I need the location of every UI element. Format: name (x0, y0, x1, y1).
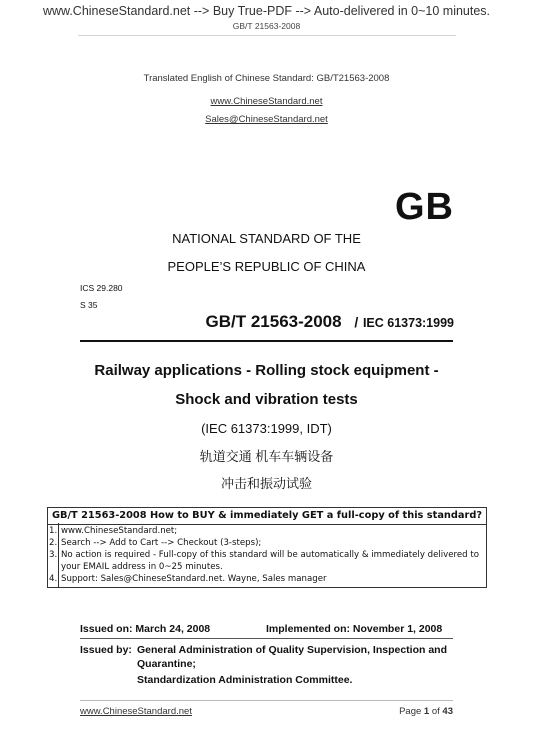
buy-step-3 (48, 549, 486, 573)
issued-on-date: Issued on: March 24, 2008 (80, 623, 211, 635)
iec-idt: (IEC 61373:1999, IDT) (201, 421, 332, 436)
header-standard-ref: GB/T 21563-2008 (232, 21, 301, 31)
title-line1: Railway applications - Rolling stock equipment - (94, 362, 439, 379)
website-link[interactable]: www.ChineseStandard.net (210, 96, 323, 107)
buy-step-1 (48, 525, 486, 537)
buy-step-text: Search --> Add to Cart --> Checkout (3-steps); (61, 538, 262, 548)
buy-box-heading: GB/T 21563-2008 How to BUY & immediately GET a full-copy of this standard? (51, 510, 483, 521)
buy-step-text: No action is required - Full-copy of this standard will be automatically & immediately delivered to your EMAIL address in 0~25 minutes. (61, 550, 479, 572)
buy-box-column-rule (58, 523, 59, 587)
page-of-label: of (431, 706, 440, 717)
buy-step-2 (48, 537, 486, 549)
issued-by-line3: Standardization Administration Committee. (137, 674, 353, 686)
buy-step-text: Support: Sales@ChineseStandard.net. Wayne, Sales manager (61, 574, 327, 584)
title-line2: Shock and vibration tests (175, 391, 358, 408)
page-label: Page (399, 706, 422, 717)
top-banner: www.ChineseStandard.net --> Buy True-PDF --> Auto-delivered in 0~10 minutes. (42, 4, 491, 18)
implemented-on-date: Implemented on: November 1, 2008 (266, 623, 443, 635)
buy-step-text[interactable]: www.ChineseStandard.net; (61, 526, 178, 536)
footer-divider (80, 700, 453, 701)
national-standard-line2: PEOPLE’S REPUBLIC OF CHINA (167, 259, 366, 274)
page-number: 1 (423, 706, 430, 717)
chinese-title-line1: 轨道交通 机车车辆设备 (199, 449, 334, 464)
title-divider (80, 340, 453, 342)
footer-website-link[interactable]: www.ChineseStandard.net (80, 706, 192, 717)
s-code: S 35 (80, 300, 98, 310)
issued-by-line2: Quarantine; (137, 658, 196, 670)
ics-code: ICS 29.280 (80, 283, 123, 293)
standard-number-iec: IEC 61373:1999 (362, 316, 454, 330)
buy-step-number: 1. (49, 526, 58, 536)
email-line (0, 114, 533, 125)
page-total: 43 (442, 706, 453, 717)
standard-number-main: GB/T 21563-2008 (205, 312, 342, 331)
chinese-title-line2: 冲击和振动试验 (220, 476, 312, 491)
buy-step-number: 2. (49, 538, 58, 548)
translated-line: Translated English of Chinese Standard: GB/T21563-2008 (143, 73, 390, 84)
standard-number-slash: / (354, 314, 359, 330)
header-divider (78, 35, 456, 36)
buy-step-number: 4. (49, 574, 58, 584)
national-standard-line1: NATIONAL STANDARD OF THE (172, 231, 361, 246)
buy-box (47, 507, 487, 588)
dates-divider (80, 638, 453, 639)
gb-logo: GB (395, 186, 454, 228)
issued-by-line1: General Administration of Quality Supervision, Inspection and (137, 644, 447, 656)
standard-number (206, 312, 455, 332)
buy-step-4 (48, 573, 486, 585)
email-link[interactable]: Sales@ChineseStandard.net (205, 114, 328, 125)
website-line (0, 96, 533, 107)
page-indicator (399, 706, 453, 717)
buy-step-number: 3. (49, 550, 58, 560)
issued-by-label: Issued by: (80, 644, 132, 656)
